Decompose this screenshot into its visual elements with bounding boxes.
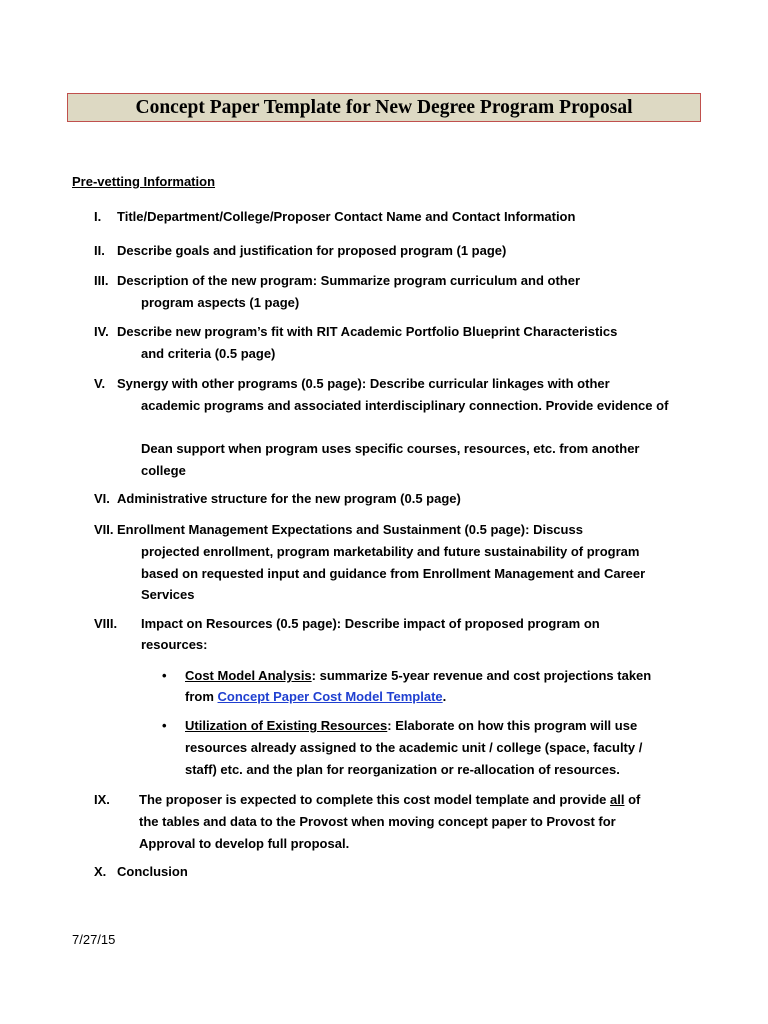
bullet-utilization-label: Utilization of Existing Resources [185, 718, 388, 733]
bullet-utilization-text: : Elaborate on how this program will use [387, 718, 638, 733]
bullet-cost-model-text: : summarize 5-year revenue and cost projections taken [311, 668, 652, 683]
item-text-ix-post: of [624, 792, 641, 807]
item-text-v-line1: Synergy with other programs (0.5 page): Describe curricular linkages with other [117, 376, 610, 391]
item-text-i: Title/Department/College/Proposer Contact Name and Contact Information [117, 209, 576, 224]
item-number-x: X. [94, 864, 107, 879]
bullet-utilization-line1 [185, 718, 637, 734]
item-text-ii: Describe goals and justification for proposed program (1 page) [117, 243, 507, 258]
item-number-vi: VI. [94, 491, 110, 506]
item-text-ix-line2: the tables and data to the Provost when moving concept paper to Provost for [139, 814, 616, 829]
cost-model-template-link[interactable]: Concept Paper Cost Model Template [217, 689, 443, 704]
item-number-iii: III. [94, 273, 109, 288]
item-text-vii-line2: projected enrollment, program marketability and future sustainability of program [141, 544, 640, 559]
item-text-ix-all: all [610, 792, 625, 807]
item-number-ix: IX. [94, 792, 110, 807]
bullet-icon: • [162, 668, 167, 683]
page-title: Concept Paper Template for New Degree Program Proposal [135, 96, 633, 118]
item-text-v-line2: academic programs and associated interdisciplinary connection. Provide evidence of [141, 398, 669, 413]
bullet-utilization-line3: staff) etc. and the plan for reorganization or re-allocation of resources. [185, 762, 620, 777]
bullet-utilization-line2: resources already assigned to the academic unit / college (space, faculty / [185, 740, 643, 755]
item-text-iii-line2: program aspects (1 page) [141, 295, 300, 310]
bullet-icon: • [162, 718, 167, 733]
item-number-ii: II. [94, 243, 105, 258]
item-text-x: Conclusion [117, 864, 188, 879]
item-text-vii-line1: Enrollment Management Expectations and Sustainment (0.5 page): Discuss [117, 522, 583, 537]
bullet-cost-model-from: from [185, 689, 218, 704]
item-text-viii-line2: resources: [141, 637, 208, 652]
item-text-iii-line1: Description of the new program: Summarize program curriculum and other [117, 273, 581, 288]
item-number-iv: IV. [94, 324, 109, 339]
item-number-vii: VII. [94, 522, 114, 537]
item-text-ix-pre: The proposer is expected to complete this cost model template and provide [139, 792, 610, 807]
item-text-v-line4: college [141, 463, 186, 478]
bullet-cost-model-line2 [185, 689, 446, 705]
bullet-cost-model-period: . [442, 689, 447, 704]
item-text-iv-line2: and criteria (0.5 page) [141, 346, 276, 361]
item-number-i: I. [94, 209, 102, 224]
section-heading: Pre-vetting Information [72, 174, 216, 189]
bullet-cost-model-label: Cost Model Analysis [185, 668, 312, 683]
item-text-viii-line1: Impact on Resources (0.5 page): Describe impact of proposed program on [141, 616, 600, 631]
item-number-viii: VIII. [94, 616, 118, 631]
footer-date: 7/27/15 [72, 932, 116, 947]
title-banner [67, 93, 701, 122]
item-text-ix-line1 [139, 792, 640, 808]
item-text-v-line3: Dean support when program uses specific courses, resources, etc. from another [141, 441, 640, 456]
bullet-cost-model-line1 [185, 668, 651, 684]
item-text-vi: Administrative structure for the new program (0.5 page) [117, 491, 461, 506]
item-text-ix-line3: Approval to develop full proposal. [139, 836, 350, 851]
item-text-vii-line4: Services [141, 587, 195, 602]
item-number-v: V. [94, 376, 106, 391]
item-text-vii-line3: based on requested input and guidance from Enrollment Management and Career [141, 566, 646, 581]
item-text-iv-line1: Describe new program’s fit with RIT Academic Portfolio Blueprint Characteristics [117, 324, 618, 339]
